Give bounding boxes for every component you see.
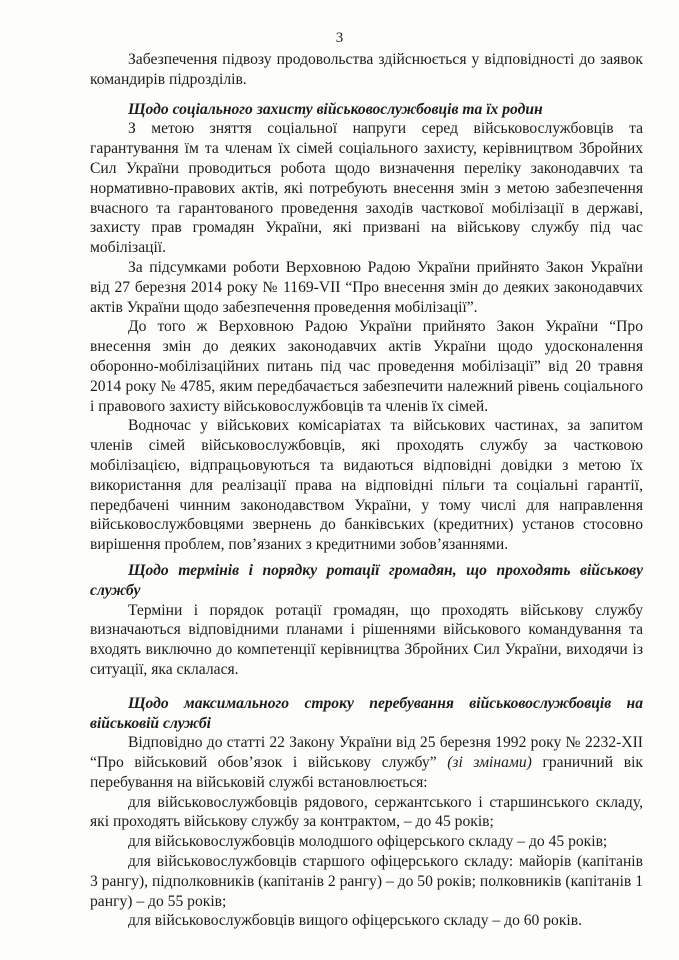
paragraph-rotation: Терміни і порядок ротації громадян, що проходять військову службу визначаються відповідними планами і рішеннями військового командування та входять виключно до компетенції керівництва Збройних Сил України, виходячи із ситуації, яка склалася. — [90, 601, 643, 678]
paragraph-term-top-officers: для військовослужбовців вищого офіцерського складу – до 60 років. — [128, 912, 583, 930]
paragraph-social-2: За підсумками роботи Верховною Радою України прийнято Закон України від 27 березня 2014 року № 1169-VII “Про внесення змін до деяких законодавчих актів України щодо забезпечення проведення мобілізації”. — [90, 258, 643, 316]
paragraph-term-enlisted: для військовослужбовців рядового, сержантського і старшинського складу, які проходять військову службу за контрактом, – до 45 років; — [90, 793, 643, 831]
term-intro-text: Відповідно до статті 22 Закону України від 25 березня 1992 року № 2232-XII “Про військовий обов’язок і військову службу” — [90, 734, 643, 772]
paragraph-social-3: До того ж Верховною Радою України прийнято Закон України “Про внесення змін до деяких законодавчих актів України щодо удосконалення оборонно-мобілізаційних питань під час проведення мобілізації” від 20 травня 2014 року № 4785, яким передбачається забезпечити належний рівень соціального і правового захисту військовослужбовців та членів їх сімей. — [90, 318, 643, 415]
paragraph-social-1: З метою зняття соціальної напруги серед військовослужбовців та гарантування їм та членам їх сімей соціального захисту, керівництвом Збройних Сил України проводиться робота щодо визначення переліку законодавчих та нормативно-правових актів, які потребують внесення змін з метою забезпечення вчасного та гарантованого проведення заходів часткової мобілізації в державі, захисту прав громадян України, які призвані на військову службу під час мобілізації. — [90, 120, 643, 257]
heading-rotation: Щодо термінів і порядку ротації громадян, що проходять військову службу — [90, 561, 643, 599]
paragraph-term-junior-officers: для військовослужбовців молодшого офіцерського складу – до 45 років; — [128, 833, 608, 851]
paragraph-term-intro — [90, 733, 643, 792]
term-intro-tail: граничний вік перебування на військовій службі встановлюється: — [90, 754, 644, 791]
term-intro-amendments: (зі змінами) — [447, 754, 532, 772]
paragraph-social-4: Водночас у військових комісаріатах та військових частинах, за запитом членів сімей військовослужбовців, які проходять службу за частковою мобілізацією, відпрацьовуються та видаються відповідні довідки з метою їх використання для реалізації права на відповідні пільги та соціальні гарантії, передбачені чинним законодавством України, у тому числі для направлення військовослужбовцями звернень до банківських (кредитних) установ стосовно вирішення проблем, пов’язаних з кредитними зобов’язаннями. — [90, 417, 643, 554]
document-body — [90, 50, 643, 931]
page-number: 3 — [335, 30, 344, 46]
paragraph-supply: Забезпечення підвозу продовольства здійснюється у відповідності до заявок командирів підрозділів. — [90, 51, 643, 88]
paragraph-term-senior-officers: для військовослужбовців старшого офіцерського складу: майорів (капітанів 3 рангу), підполковників (капітанів 2 рангу) – до 50 років; полковників (капітанів 1 рангу) – до 55 років; — [90, 853, 643, 910]
heading-social-protection: Щодо соціального захисту військовослужбовців та їх родин — [128, 100, 543, 118]
heading-max-service-term: Щодо максимального строку перебування військовослужбовців на військовій службі — [90, 694, 643, 732]
